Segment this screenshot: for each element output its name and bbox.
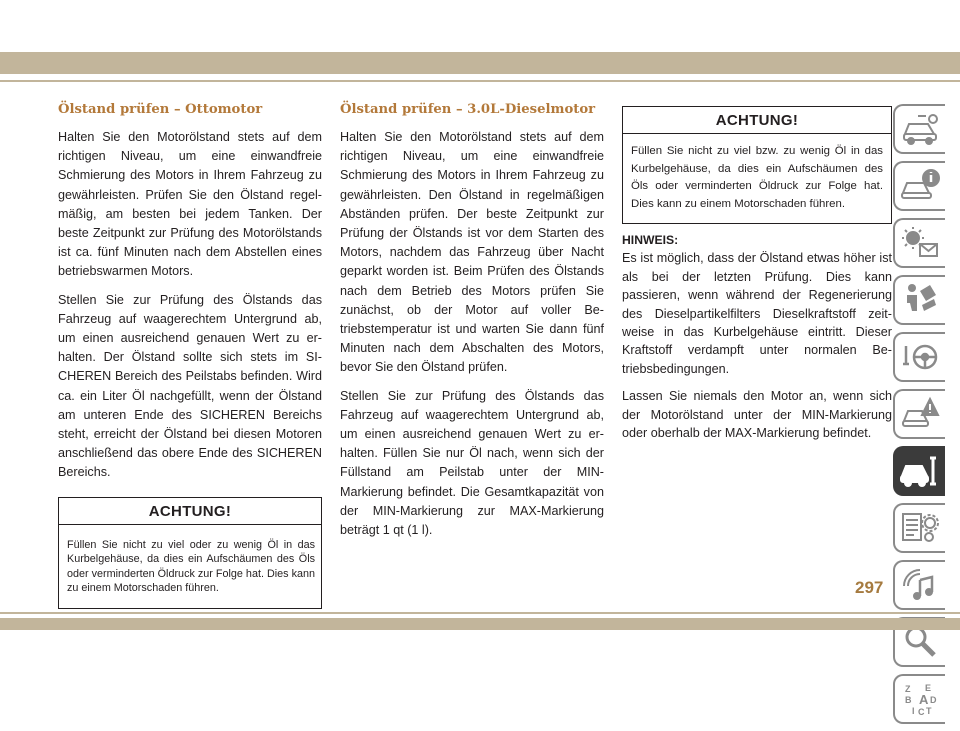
paragraph-diesel-2: Stellen Sie zur Prüfung des Ölstands das Fahrzeug auf waagerechtem Untergrund ab, um einen ausreichend genauen Wert zu erhalten. Füllen Sie nur Öl nach, wenn sich der Füllstand am Peilstab unter der MIN-Markierung befindet. Die Gesamtkapazität von der MIN-Markierung zur MAX-Markierung beträgt 1 qt (1 l). (340, 388, 604, 538)
tab-seatbelt-airbag[interactable] (893, 275, 945, 325)
tab-car-info[interactable] (893, 161, 945, 211)
note-paragraph-2: Lassen Sie niemals den Motor an, wenn sich der Motorölstand unter der MIN-Markierung oder oberhalb der MAX-Markierung befindet. (622, 389, 892, 441)
paragraph-diesel-1: Halten Sie den Motorölstand stets auf dem richtigen Niveau, um eine einwandfreie Schmierung des Motors in Ihrem Fahrzeug zu gewährleisten. Den Ölstand in regelmäßigen Abständen prüfen. Der beste Zeitpunkt zur Prüfung der Ölstands ist vor dem Starten des Motors, nachdem das Fahrzeug über Nacht geparkt worden ist. Beim Prüfen des Ölstands nach dem Betrieb des Motors prüfen Sie zunächst, ob der Motor auf voller Betriebstemperatur ist und warten Sie dann fünf Minuten nach dem Abschalten des Motors, bevor Sie den Ölstand prüfen. (340, 130, 604, 375)
svg-text:I: I (912, 706, 915, 716)
tab-specifications[interactable] (893, 503, 945, 553)
warning-lights-icon (900, 224, 940, 262)
section-title-diesel: Ölstand prüfen – 3.0L-Dieselmotor (340, 102, 596, 117)
column-diesel (340, 102, 604, 549)
tab-steering-wheel[interactable] (893, 332, 945, 382)
car-info-icon (900, 167, 940, 205)
index-alphabet-icon (900, 680, 940, 718)
seatbelt-airbag-icon (900, 281, 940, 319)
svg-text:B: B (905, 695, 912, 705)
warning-box-petrol (58, 497, 322, 609)
warning-box-diesel (622, 106, 892, 224)
tab-car-overview[interactable] (893, 104, 945, 154)
hazard-triangle-icon (900, 395, 940, 433)
svg-text:T: T (926, 706, 932, 716)
warning-title: ACHTUNG! (59, 498, 321, 525)
tab-multimedia[interactable] (893, 560, 945, 610)
tab-index[interactable] (893, 674, 945, 724)
paragraph-petrol-1: Halten Sie den Motorölstand stets auf dem richtigen Niveau, um eine einwandfreie Schmierung des Motors in Ihrem Fahrzeug zu gewährleisten. Prüfen Sie den Ölstand regelmäßig, am besten bei jedem Tanken. Der beste Zeitpunkt zur Prüfung des Motorölstands ist ca. fünf Minuten nach dem Abstellen eines betriebswarmen Motors. (58, 130, 322, 279)
svg-text:C: C (918, 707, 925, 717)
tab-warning-lights[interactable] (893, 218, 945, 268)
warning-title: ACHTUNG! (623, 107, 891, 134)
specifications-gears-icon (900, 509, 940, 547)
note-paragraph-1: Es ist möglich, dass der Ölstand etwas höher ist als bei der letzten Prüfung. Dies kann passieren, wenn während der Regenerierung des Dieselpartikelfilters Dieselkraftstoff zeitweise in das Kurbelgehäuse eintritt. Dieser Kraftstoff verdampft unter normalen Betriebsbedingungen. (622, 251, 892, 376)
footer-rule (0, 612, 960, 614)
footer-band (0, 618, 960, 630)
car-overview-icon (900, 110, 940, 148)
tab-service-maintenance[interactable] (893, 446, 945, 496)
svg-text:Z: Z (905, 684, 911, 694)
svg-text:E: E (925, 683, 932, 693)
multimedia-music-icon (900, 566, 940, 604)
warning-text: Füllen Sie nicht zu viel bzw. zu wenig Öl in das Kurbelgehäuse, da dies ein Aufschäumen des Öls oder verminderten Öldruck zur Folge hat. Dies kann zu einem Motorschaden führen. (631, 145, 883, 210)
header-band (0, 52, 960, 74)
paragraph-petrol-2: Stellen Sie zur Prüfung des Ölstands das Fahrzeug auf waagerechtem Untergrund ab, um einen ausreichend genauen Wert zu erhalten. Der Ölstand sollte sich stets im SICHEREN Bereich des Peilstabs befinden. Wird ca. ein Liter Öl nachgefüllt, wenn der Ölstand am unteren Ende des SICHEREN Bereichs steht, erreicht der Ölstand bei diesen Motoren anschließend das obere Ende des SICHEREN Bereichs. (58, 292, 322, 480)
warning-text: Füllen Sie nicht zu viel oder zu wenig Öl in das Kurbelgehäuse, da dies ein Aufschäumen des Öls oder verminderten Öldruck zur Folge hat. Dies kann zu einem Motorschaden führen. (67, 538, 315, 595)
page-number: 297 (855, 578, 884, 597)
svg-text:D: D (930, 695, 937, 705)
column-petrol (58, 102, 322, 609)
steering-wheel-icon (900, 338, 940, 376)
note-title: HINWEIS: (622, 233, 679, 248)
header-rule (0, 80, 960, 82)
section-title-petrol: Ölstand prüfen – Ottomotor (58, 102, 263, 117)
car-service-wrench-icon (900, 452, 940, 490)
chapter-tabs (893, 104, 945, 731)
svg-text:A: A (919, 692, 929, 707)
column-diesel-continued (622, 106, 892, 451)
tab-hazard[interactable] (893, 389, 945, 439)
